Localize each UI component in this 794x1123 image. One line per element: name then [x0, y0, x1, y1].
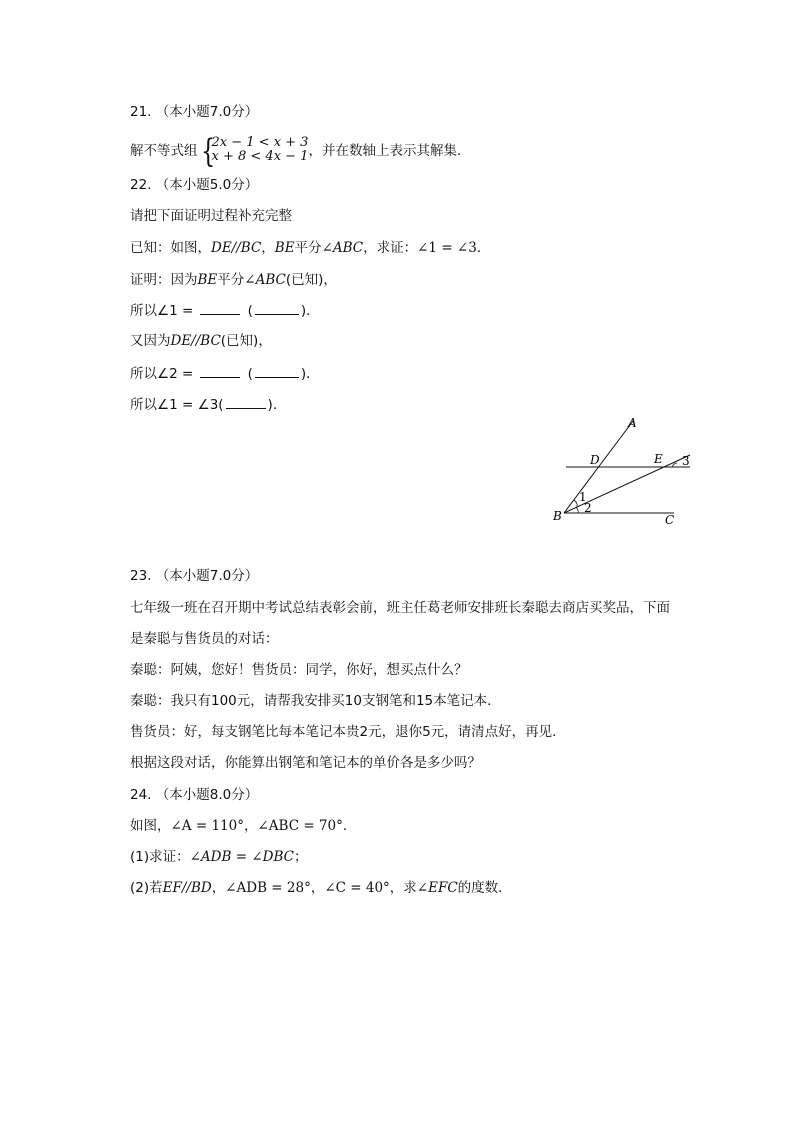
step2-reason: (已知)，	[220, 333, 272, 349]
label-c: C	[665, 513, 675, 527]
q21-suffix: ，并在数轴上表示其解集．	[308, 143, 471, 159]
label-3: 3	[682, 454, 690, 468]
q22-proof-line-5	[130, 394, 286, 415]
answer-blank[interactable]	[200, 363, 240, 378]
q24-given-text: 如图，	[130, 818, 171, 834]
paren-close: )．	[300, 366, 320, 382]
given-angle: ∠ABC	[321, 240, 364, 256]
angle-1-arc	[574, 500, 577, 507]
q23-line-2: 是秦聪与售货员的对话：	[130, 631, 279, 647]
label-1: 1	[579, 490, 587, 504]
q22-header: 22. （本小题5.0分）	[130, 177, 259, 193]
q24-part-2	[130, 878, 512, 898]
given-comma: ，	[261, 240, 275, 256]
inequality-1: 2x − 1 < x + 3	[211, 135, 309, 150]
angle-3-arc	[672, 463, 677, 467]
proof1-angle: ∠ABC	[244, 272, 286, 288]
proof1-bisects: 平分	[217, 272, 245, 288]
q22-proof-line-3	[130, 331, 272, 351]
paren-close: )．	[267, 397, 287, 413]
q21-prefix: 解不等式组	[130, 143, 198, 159]
part2-find: ，求	[389, 880, 417, 896]
step4-text: 所以∠1 = ∠3(	[130, 397, 224, 413]
reason-blank[interactable]	[255, 363, 299, 378]
answer-blank[interactable]	[200, 300, 240, 315]
q21-header: 21. （本小题7.0分）	[130, 104, 259, 120]
line-be	[564, 455, 690, 513]
part1-end: ；	[293, 849, 308, 865]
q23-line-3: 秦聪：阿姨，您好！售货员：同学，你好，想买点什么？	[130, 662, 468, 678]
given-text: 已知：如图，	[130, 240, 211, 256]
part2-target-angle: ∠EFC	[416, 880, 458, 896]
q24-header: 24. （本小题8.0分）	[130, 787, 259, 803]
part2-comma: ，	[211, 880, 226, 896]
part2-text: (2)若	[130, 880, 163, 896]
q23-line-4: 秦聪：我只有100元，请帮我安排买10支钢笔和15本笔记本．	[130, 693, 501, 709]
step1-text: 所以∠1 =	[130, 303, 198, 319]
paren-open: (	[247, 366, 253, 382]
step2-text: 又因为	[130, 333, 171, 349]
proof1-be: BE	[197, 272, 218, 288]
proof1-reason: (已知)，	[285, 272, 337, 288]
given-be: BE	[274, 240, 295, 256]
given-bisects: 平分	[294, 240, 322, 256]
label-2: 2	[584, 501, 592, 515]
q24-part-1	[130, 847, 307, 867]
q23-line-1: 七年级一班在召开期中考试总结表彰会前，班主任葛老师安排班长秦聪去商店买奖品，下面	[130, 600, 670, 616]
angle-2-arc	[576, 507, 578, 513]
q22-proof-line-2	[130, 300, 320, 321]
q23-line-5: 售货员：好，每支钢笔比每本笔记本贵2元，退你5元，请清点好，再见．	[130, 724, 566, 740]
proof1-text: 证明：因为	[130, 272, 198, 288]
paren-open: (	[247, 303, 253, 319]
q22-given	[130, 238, 490, 258]
q22-proof-line-1	[130, 270, 337, 290]
step3-text: 所以∠2 =	[130, 366, 198, 382]
q24-given	[130, 816, 356, 836]
part1-claim: ∠ADB = ∠DBC	[189, 849, 294, 865]
reason-blank[interactable]	[226, 394, 266, 409]
label-a: A	[628, 416, 637, 430]
given-prove: ，求证：	[363, 240, 418, 256]
q23-line-6: 根据这段对话，你能算出钢笔和笔记本的单价各是多少吗？	[130, 755, 481, 771]
q22-proof-line-4	[130, 363, 320, 384]
brace-icon: {	[200, 132, 215, 170]
part2-parallel: EF//BD	[162, 880, 212, 896]
part1-text: (1)求证：	[130, 849, 190, 865]
step2-parallel: DE//BC	[170, 333, 221, 349]
reason-blank[interactable]	[255, 300, 299, 315]
inequality-system	[200, 132, 309, 170]
given-claim: ∠1 = ∠3．	[417, 240, 491, 256]
part2-end: 的度数．	[457, 880, 512, 896]
label-d: D	[590, 453, 600, 467]
q21-problem	[130, 132, 471, 170]
paren-close: )．	[300, 303, 320, 319]
given-parallel: DE//BC	[211, 240, 262, 256]
label-b: B	[553, 509, 562, 523]
geometry-figure	[548, 412, 728, 537]
q24-given-angles: ∠A = 110°，∠ABC = 70°．	[170, 818, 357, 834]
q22-intro: 请把下面证明过程补充完整	[130, 208, 292, 224]
part2-angles: ∠ADB = 28°，∠C = 40°	[225, 880, 390, 896]
q23-header: 23. （本小题7.0分）	[130, 568, 259, 584]
label-e: E	[654, 452, 663, 466]
inequality-2: x + 8 < 4x − 1	[211, 149, 309, 164]
